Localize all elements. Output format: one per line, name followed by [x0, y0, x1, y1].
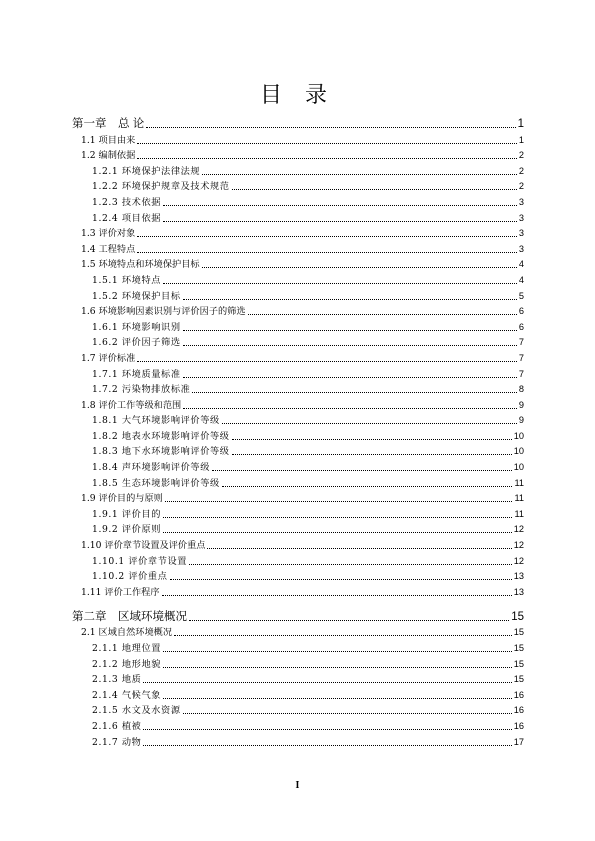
toc-entry[interactable]: [72, 442, 524, 458]
toc-entry-page-number: 17: [513, 736, 524, 747]
toc-entry[interactable]: [72, 239, 524, 255]
toc-entry-page-number: 15: [513, 643, 524, 653]
dot-leader: [202, 174, 517, 175]
dot-leader: [232, 439, 512, 440]
toc-entry-label: 1.9.1 评价目的: [92, 508, 162, 520]
dot-leader: [189, 620, 509, 621]
toc-entry-label: 1.5.2 环境保护目标: [92, 290, 181, 302]
dot-leader: [202, 267, 517, 268]
dot-leader: [163, 221, 517, 222]
toc-entry-page-number: 1: [517, 118, 524, 130]
toc-entry-page-number: 10: [513, 446, 524, 457]
dot-leader: [163, 532, 512, 533]
toc-entry-page-number: 1: [518, 134, 524, 145]
toc-entry[interactable]: [72, 395, 524, 411]
toc-entry-page-number: 11: [514, 508, 524, 519]
table-of-contents: [72, 112, 524, 748]
toc-entry[interactable]: [72, 732, 524, 748]
toc-entry-label: 1.7.2 污染物排放标准: [92, 384, 191, 396]
toc-entry-label: 1.8 评价工作等级和范围: [81, 399, 182, 411]
dot-leader: [137, 361, 517, 362]
toc-entry[interactable]: [72, 535, 524, 551]
dot-leader: [222, 486, 513, 487]
toc-entry[interactable]: [72, 623, 524, 639]
toc-entry[interactable]: [72, 411, 524, 427]
toc-entry[interactable]: [72, 426, 524, 442]
toc-entry[interactable]: [72, 302, 524, 318]
toc-entry-page-number: 12: [513, 524, 524, 535]
dot-leader: [163, 667, 512, 668]
toc-entry-label: 1.10.1 评价章节设置: [92, 555, 188, 567]
dot-leader: [143, 745, 511, 746]
toc-entry-page-number: 2: [518, 150, 524, 161]
dot-leader: [162, 595, 512, 596]
dot-leader: [137, 158, 517, 159]
dot-leader: [212, 470, 512, 471]
toc-entry[interactable]: [72, 333, 524, 349]
toc-entry-label: 2.1.2 地形地貌: [92, 658, 162, 670]
toc-entry-label: 2.1.6 植被: [92, 720, 142, 732]
toc-entry-label: 1.8.4 声环境影响评价等级: [92, 462, 210, 474]
toc-entry-label: 1.9 评价目的与原则: [81, 493, 163, 505]
toc-entry[interactable]: [72, 489, 524, 505]
toc-entry[interactable]: [72, 567, 524, 583]
dot-leader: [183, 330, 517, 331]
toc-entry-page-number: 8: [518, 384, 524, 395]
toc-entry-page-number: 7: [518, 368, 524, 379]
toc-entry[interactable]: [72, 146, 524, 162]
dot-leader: [146, 127, 515, 128]
toc-entry[interactable]: [72, 701, 524, 717]
toc-entry[interactable]: [72, 457, 524, 473]
toc-entry[interactable]: [72, 520, 524, 536]
toc-entry-page-number: 9: [518, 415, 524, 426]
toc-entry-label: 第二章 区域环境概况: [72, 610, 187, 623]
toc-entry-label: 1.8.3 地下水环境影响评价等级: [92, 446, 230, 458]
toc-entry-label: 2.1.4 气候气象: [92, 689, 162, 701]
dot-leader: [222, 423, 517, 424]
dot-leader: [165, 501, 513, 502]
toc-entry-page-number: 12: [513, 540, 524, 551]
toc-entry-label: 1.4 工程特点: [81, 243, 136, 255]
toc-entry-page-number: 13: [513, 586, 524, 597]
toc-entry-page-number: 6: [518, 321, 524, 332]
toc-entry-page-number: 13: [513, 571, 524, 582]
toc-entry-label: 1.9.2 评价原则: [92, 524, 162, 536]
toc-entry[interactable]: [72, 685, 524, 701]
toc-entry[interactable]: [72, 670, 524, 686]
dot-leader: [174, 635, 512, 636]
toc-entry[interactable]: [72, 208, 524, 224]
toc-entry[interactable]: [72, 638, 524, 654]
dot-leader: [163, 205, 517, 206]
toc-entry-page-number: 3: [518, 243, 524, 254]
toc-entry-label: 1.2.3 技术依据: [92, 196, 162, 208]
dot-leader: [248, 314, 517, 315]
dot-leader: [207, 548, 511, 549]
toc-entry-label: 第一章 总 论: [72, 118, 145, 130]
toc-entry-label: 1.2.2 环境保护规章及技术规范: [92, 181, 230, 193]
toc-entry-page-number: 3: [518, 196, 524, 207]
toc-entry[interactable]: [72, 270, 524, 286]
page-number: I: [295, 780, 300, 791]
toc-chapter-entry[interactable]: [72, 112, 524, 130]
toc-entry-label: 1.10 评价章节设置及评价重点: [81, 540, 206, 552]
toc-entry[interactable]: [72, 364, 524, 380]
toc-entry[interactable]: [72, 473, 524, 489]
dot-leader: [163, 698, 512, 699]
toc-entry-page-number: 4: [518, 274, 524, 285]
toc-chapter-entry[interactable]: [72, 605, 524, 623]
dot-leader: [189, 564, 512, 565]
toc-entry-page-number: 16: [513, 689, 524, 700]
toc-entry[interactable]: [72, 224, 524, 240]
dot-leader: [163, 283, 517, 284]
toc-entry-page-number: 16: [513, 720, 524, 731]
dot-leader: [232, 454, 512, 455]
toc-entry-page-number: 15: [513, 658, 524, 669]
toc-entry[interactable]: [72, 255, 524, 271]
toc-entry-page-number: 15: [511, 610, 524, 623]
dot-leader: [183, 713, 512, 714]
toc-entry[interactable]: [72, 348, 524, 364]
toc-entry-label: 1.3 评价对象: [81, 228, 136, 240]
toc-entry-label: 1.7.1 环境质量标准: [92, 368, 181, 380]
toc-entry-label: 2.1.3 地质: [92, 674, 142, 686]
toc-entry-label: 1.5.1 环境特点: [92, 274, 162, 286]
toc-entry-label: 1.1 项目由来: [81, 134, 136, 146]
toc-entry-page-number: 2: [518, 165, 524, 176]
toc-entry-page-number: 11: [514, 493, 524, 504]
toc-entry-label: 1.11 评价工作程序: [81, 586, 160, 598]
toc-entry[interactable]: [72, 130, 524, 146]
toc-entry-page-number: 6: [518, 306, 524, 317]
toc-entry[interactable]: [72, 654, 524, 670]
dot-leader: [137, 143, 517, 144]
toc-entry-label: 2.1.7 动物: [92, 736, 142, 748]
toc-entry-page-number: 5: [518, 290, 524, 301]
toc-entry-page-number: 11: [514, 477, 524, 488]
toc-entry[interactable]: [72, 192, 524, 208]
toc-entry-label: 1.2.4 项目依据: [92, 212, 162, 224]
dot-leader: [163, 517, 512, 518]
toc-entry-page-number: 15: [513, 627, 524, 638]
dot-leader: [183, 299, 517, 300]
toc-entry-page-number: 12: [513, 555, 524, 566]
dot-leader: [183, 377, 517, 378]
dot-leader: [192, 392, 516, 393]
dot-leader: [232, 189, 517, 190]
toc-entry-page-number: 9: [518, 399, 524, 410]
toc-entry-label: 2.1.5 水文及水资源: [92, 705, 181, 717]
toc-entry-label: 1.8.5 生态环境影响评价等级: [92, 477, 220, 489]
toc-entry-label: 1.6.2 评价因子筛选: [92, 337, 181, 349]
toc-entry-label: 1.2 编制依据: [81, 150, 136, 162]
dot-leader: [183, 345, 517, 346]
page-title: 目 录: [260, 83, 335, 108]
toc-entry-label: 1.2.1 环境保护法律法规: [92, 165, 201, 177]
toc-entry[interactable]: [72, 286, 524, 302]
dot-leader: [183, 408, 517, 409]
toc-entry[interactable]: [72, 504, 524, 520]
toc-entry-label: 2.1 区域自然环境概况: [81, 627, 173, 639]
toc-entry[interactable]: [72, 716, 524, 732]
toc-entry-page-number: 10: [513, 430, 524, 441]
dot-leader: [137, 252, 517, 253]
toc-entry[interactable]: [72, 551, 524, 567]
dot-leader: [163, 651, 512, 652]
toc-entry-label: 1.6 环境影响因素识别与评价因子的筛选: [81, 306, 246, 318]
toc-entry-page-number: 15: [513, 674, 524, 685]
toc-entry-page-number: 3: [518, 212, 524, 223]
dot-leader: [143, 682, 511, 683]
toc-entry[interactable]: [72, 380, 524, 396]
toc-entry-label: 1.10.2 评价重点: [92, 571, 168, 583]
toc-entry-label: 1.6.1 环境影响识别: [92, 321, 181, 333]
toc-entry-label: 1.8.1 大气环境影响评价等级: [92, 415, 220, 427]
toc-entry[interactable]: [72, 177, 524, 193]
dot-leader: [143, 729, 511, 730]
toc-entry-page-number: 3: [518, 228, 524, 239]
dot-leader: [137, 236, 517, 237]
toc-entry[interactable]: [72, 582, 524, 598]
toc-entry-page-number: 4: [518, 259, 524, 270]
toc-entry[interactable]: [72, 161, 524, 177]
toc-entry-page-number: 7: [518, 352, 524, 363]
toc-entry[interactable]: [72, 317, 524, 333]
toc-entry-page-number: 16: [513, 705, 524, 716]
dot-leader: [170, 579, 512, 580]
toc-entry-label: 1.8.2 地表水环境影响评价等级: [92, 430, 230, 442]
toc-entry-label: 2.1.1 地理位置: [92, 643, 162, 654]
toc-entry-label: 1.5 环境特点和环境保护目标: [81, 259, 200, 271]
toc-entry-page-number: 10: [513, 462, 524, 473]
toc-entry-page-number: 2: [518, 181, 524, 192]
toc-entry-page-number: 7: [518, 337, 524, 348]
toc-entry-label: 1.7 评价标准: [81, 352, 136, 364]
